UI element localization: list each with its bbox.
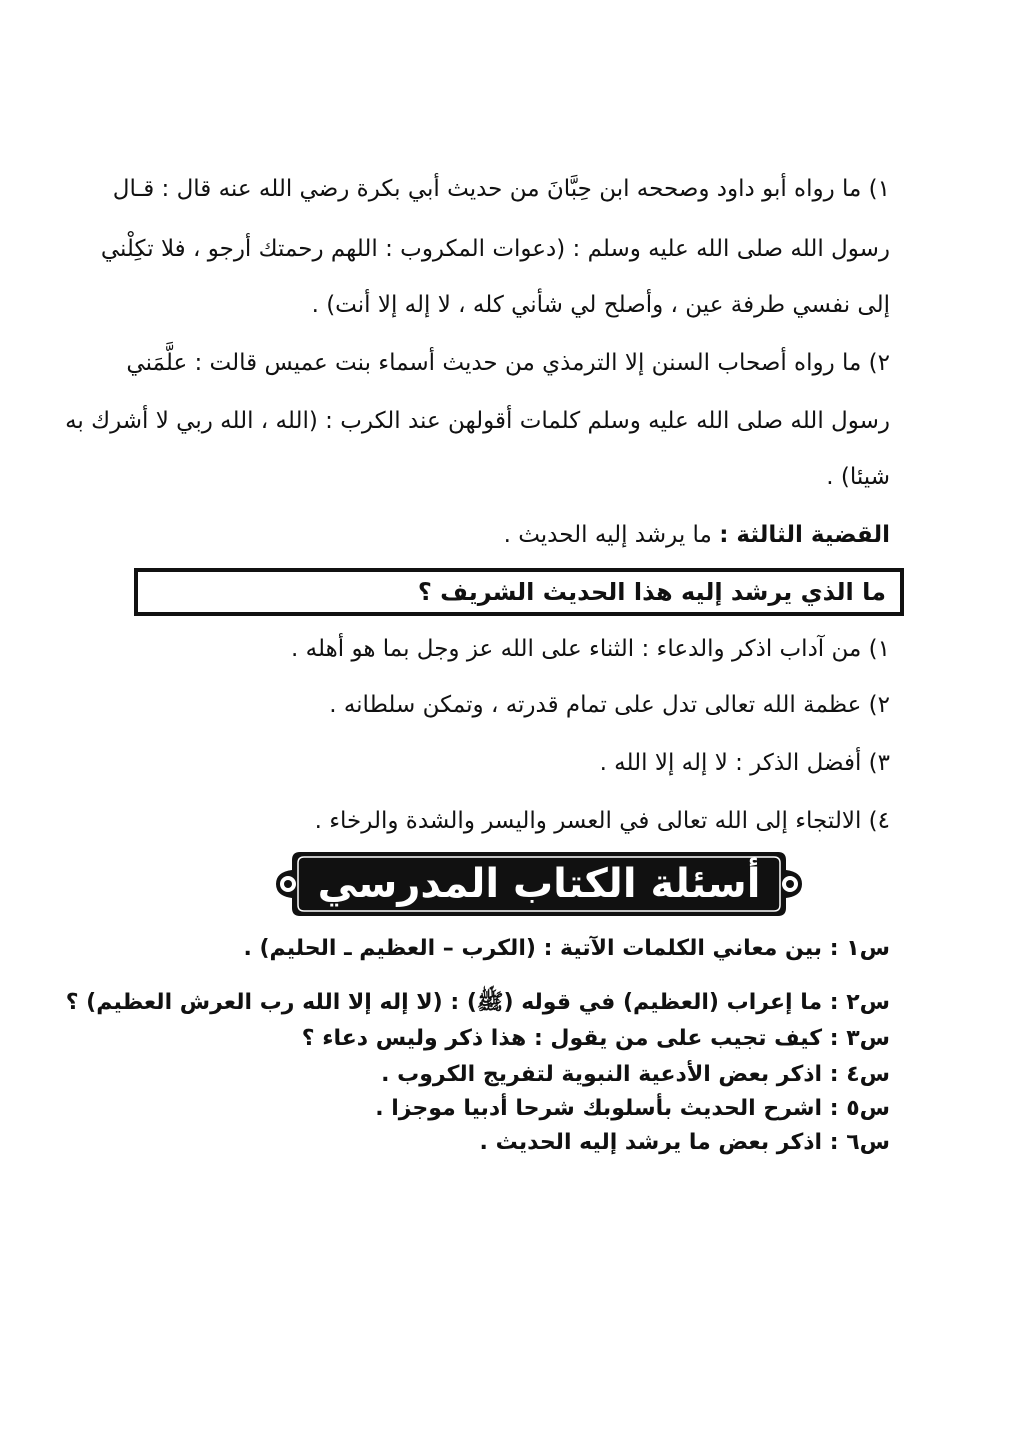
hadith-1-line-2: رسول الله صلى الله عليه وسلم : (دعوات المكروب : اللهم رحمتك أرجو ، فلا تكِلْني bbox=[100, 236, 890, 262]
question-1 bbox=[243, 934, 890, 964]
question-3: س٣ : كيف تجيب على من يقول : هذا ذكر وليس دعاء ؟ bbox=[301, 1026, 890, 1051]
boxed-question bbox=[134, 568, 904, 616]
question-2 bbox=[66, 988, 890, 1018]
issue-three-label: القضية الثالثة : bbox=[719, 522, 890, 548]
guidance-item-3: ٣) أفضل الذكر : لا إله إلا الله . bbox=[599, 750, 890, 776]
guidance-item-4: ٤) الالتجاء إلى الله تعالى في العسر واليسر والشدة والرخاء . bbox=[314, 808, 890, 834]
issue-three-heading bbox=[134, 518, 890, 552]
banner-title: أسئلة الكتاب المدرسي bbox=[317, 861, 761, 907]
boxed-question-text: ما الذي يرشد إليه هذا الحديث الشريف ؟ bbox=[417, 578, 886, 606]
hadith-2-line-1: ٢) ما رواه أصحاب السنن إلا الترمذي من حديث أسماء بنت عميس قالت : علَّمَني bbox=[126, 350, 890, 376]
question-2-quote: (لا إله إلا الله رب العرش العظيم) ؟ bbox=[65, 990, 443, 1015]
question-1-prefix: س١ : بين معاني الكلمات الآتية : bbox=[535, 936, 890, 961]
question-1-words: (الكرب – العظيم ـ الحليم) . bbox=[243, 936, 536, 961]
question-4: س٤ : اذكر بعض الأدعية النبوية لتفريج الكروب . bbox=[381, 1062, 890, 1087]
issue-three-text: ما يرشد إليه الحديث . bbox=[503, 522, 720, 548]
hadith-2-line-2: رسول الله صلى الله عليه وسلم كلمات أقولهن عند الكرب : (الله ، الله ربي لا أشرك به bbox=[65, 408, 890, 434]
guidance-item-1: ١) من آداب اذكر والدعاء : الثناء على الله عز وجل بما هو أهله . bbox=[291, 636, 890, 662]
question-5: س٥ : اشرح الحديث بأسلوبك شرحا أدبيا موجزا . bbox=[375, 1096, 890, 1121]
hadith-2-line-3: شيئا) . bbox=[826, 464, 890, 490]
section-banner bbox=[274, 850, 804, 918]
guidance-item-2: ٢) عظمة الله تعالى تدل على تمام قدرته ، وتمكن سلطانه . bbox=[329, 692, 890, 718]
hadith-1-line-3: إلى نفسي طرفة عين ، وأصلح لي شأني كله ، لا إله إلا أنت) . bbox=[311, 292, 890, 318]
hadith-1-line-1: ١) ما رواه أبو داود وصححه ابن حِبَّانَ من حديث أبي بكرة رضي الله عنه قال : قـال bbox=[112, 176, 890, 202]
question-6: س٦ : اذكر بعض ما يرشد إليه الحديث . bbox=[479, 1130, 890, 1155]
question-2-prefix: س٢ : ما إعراب (العظيم) في قوله (ﷺ) : bbox=[442, 990, 890, 1015]
